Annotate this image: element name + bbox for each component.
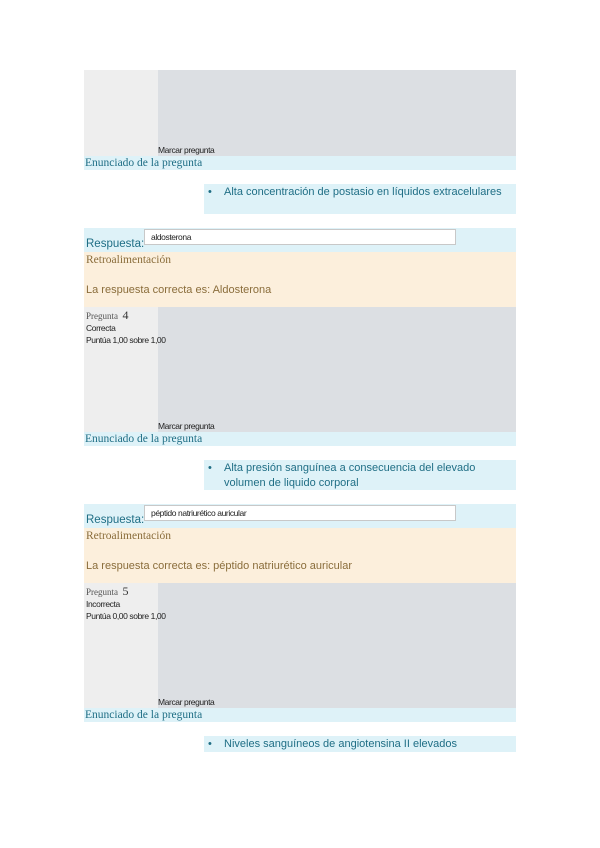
answer-input[interactable]: aldosterona — [144, 229, 456, 245]
feedback-text: La respuesta correcta es: Aldosterona — [86, 284, 272, 296]
feedback-title: Retroalimentación — [86, 254, 171, 266]
answer-label: Respuesta: — [86, 514, 145, 526]
feedback-text: La respuesta correcta es: péptido natriurético auricular — [86, 560, 352, 572]
flag-question-link[interactable]: Marcar pregunta — [158, 697, 215, 707]
question-number: Pregunta 5 — [86, 584, 129, 598]
answer-row — [84, 504, 516, 528]
question-number: Pregunta 4 — [86, 308, 129, 322]
feedback-panel — [84, 252, 516, 307]
question-grade: Puntúa 0,00 sobre 1,00 — [86, 611, 166, 621]
feedback-title: Retroalimentación — [86, 530, 171, 542]
question-status: Incorrecta — [86, 599, 120, 609]
question-bullet: • Niveles sanguíneos de angiotensina II elevados — [224, 737, 506, 752]
flag-question-link[interactable]: Marcar pregunta — [158, 421, 215, 431]
info-left-column — [84, 70, 158, 156]
answer-label: Respuesta: — [86, 238, 145, 250]
question-5-info-panel — [84, 583, 516, 708]
feedback-panel — [84, 528, 516, 583]
answer-input[interactable]: péptido natriurético auricular — [144, 505, 456, 521]
question-text-heading: Enunciado de la pregunta — [84, 156, 516, 170]
question-3-info-panel — [84, 70, 516, 156]
question-info — [86, 309, 166, 346]
question-text-heading: Enunciado de la pregunta — [84, 432, 516, 446]
question-info — [86, 585, 166, 622]
question-text-heading: Enunciado de la pregunta — [84, 708, 516, 722]
answer-row — [84, 228, 516, 252]
flag-question-link[interactable]: Marcar pregunta — [158, 145, 215, 155]
question-3-text — [204, 184, 516, 214]
question-bullet: • Alta concentración de postasio en líquidos extracelulares — [224, 185, 506, 200]
question-5-text — [204, 736, 516, 752]
question-4-info-panel — [84, 307, 516, 432]
question-grade: Puntúa 1,00 sobre 1,00 — [86, 335, 166, 345]
question-status: Correcta — [86, 323, 116, 333]
question-4-text — [204, 460, 516, 490]
question-bullet: • Alta presión sanguínea a consecuencia del elevado volumen de liquido corporal — [224, 461, 506, 491]
